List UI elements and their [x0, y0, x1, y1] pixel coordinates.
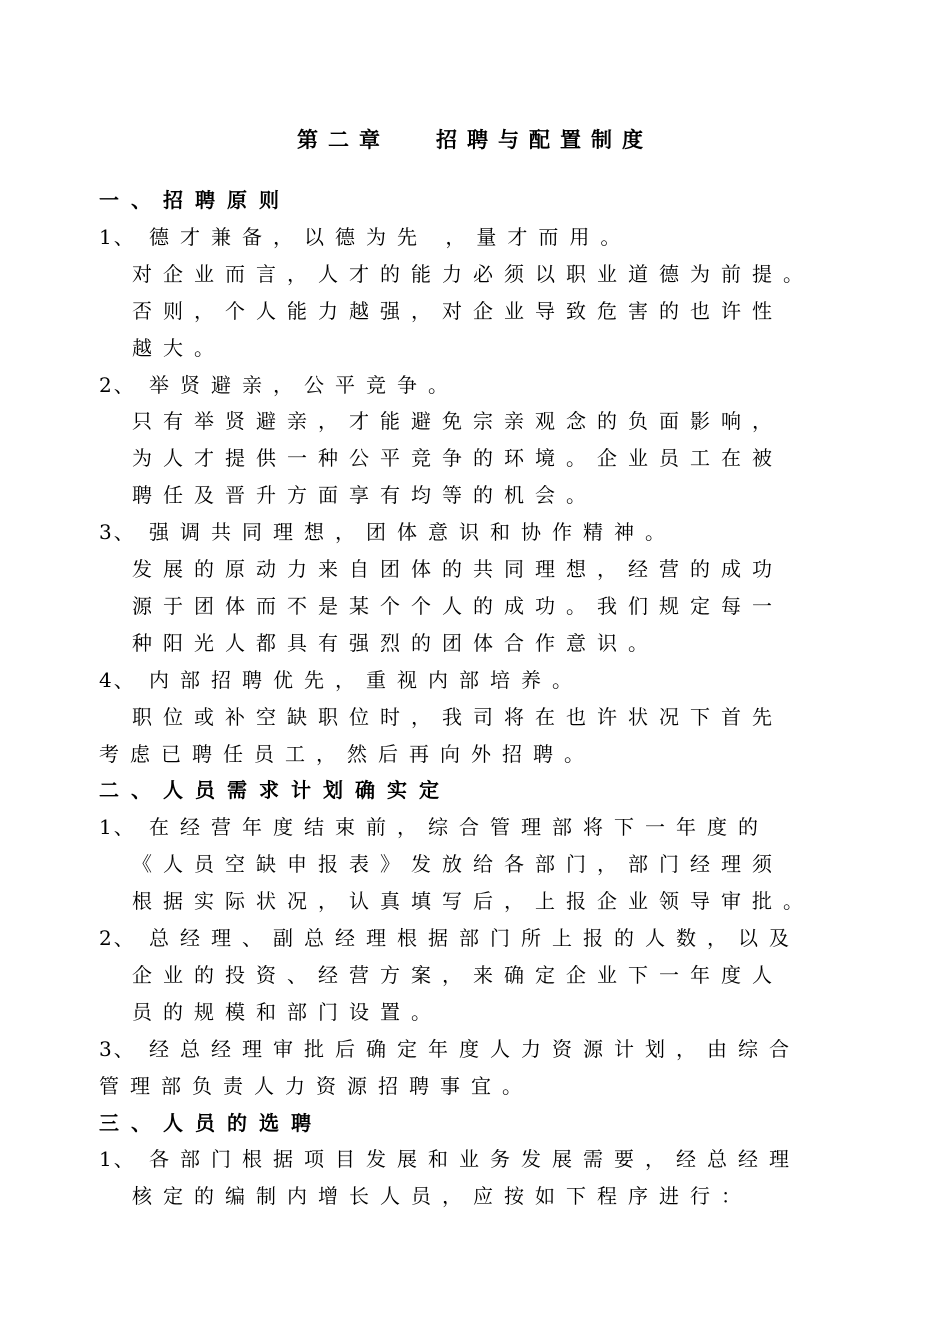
chapter-title — [0, 124, 950, 154]
item-text: 德才兼备，以德为先 ，量才而用。 — [149, 224, 632, 249]
section-heading — [99, 188, 291, 212]
paragraph-text: 为人才提供一种公平竞争的环境。企业员工在被 — [132, 446, 783, 471]
paragraph-text: 管理部负责人力资源招聘事宜。 — [99, 1073, 533, 1098]
item-text: 内部招聘优先，重视内部培养。 — [149, 667, 583, 692]
paragraph-line — [132, 852, 783, 876]
section-heading — [99, 1111, 323, 1135]
numbered-item — [99, 1147, 800, 1171]
paragraph-text: 发展的原动力来自团体的共同理想，经营的成功 — [132, 557, 783, 581]
numbered-item — [99, 373, 459, 397]
paragraph-line — [132, 594, 783, 618]
section-heading-text: 三、人员的选聘 — [99, 1110, 323, 1135]
chapter-name: 招聘与配置制度 — [436, 127, 653, 152]
item-number: 1、 — [99, 224, 136, 249]
item-text: 在经营年度结束前，综合管理部将下一年度的 — [149, 815, 769, 840]
item-number: 2、 — [99, 926, 136, 950]
section-heading-text: 二、人员需求计划确实定 — [99, 778, 451, 803]
numbered-item — [99, 815, 769, 839]
paragraph-line — [132, 446, 783, 470]
paragraph-line — [99, 742, 595, 766]
section-heading — [99, 778, 451, 802]
item-text: 总经理、副总经理根据部门所上报的人数，以及 — [149, 926, 800, 950]
item-number: 1、 — [99, 815, 136, 840]
paragraph-text: 员的规模和部门设置。 — [132, 999, 442, 1024]
paragraph-line — [132, 336, 225, 360]
paragraph-text: 核定的编制内增长人员，应按如下程序进行： — [132, 1184, 752, 1209]
numbered-item — [99, 520, 676, 544]
item-text: 强调共同理想，团体意识和协作精神。 — [149, 520, 676, 545]
paragraph-line — [132, 705, 783, 729]
paragraph-text: 根据实际状况，认真填写后，上报企业领导审批。 — [132, 889, 814, 914]
paragraph-line — [132, 409, 783, 433]
paragraph-text: 企业的投资、经营方案，来确定企业下一年度人 — [132, 962, 783, 987]
paragraph-line — [132, 631, 659, 655]
paragraph-line — [132, 1184, 752, 1208]
paragraph-text: 越大。 — [132, 335, 225, 360]
paragraph-text: 职位或补空缺职位时，我司将在也许状况下首先 — [132, 704, 783, 729]
paragraph-line — [132, 1000, 442, 1024]
paragraph-line — [99, 1074, 533, 1098]
paragraph-line — [132, 262, 814, 286]
paragraph-text: 种阳光人都具有强烈的团体合作意识。 — [132, 630, 659, 655]
paragraph-text: 只有举贤避亲，才能避免宗亲观念的负面影响， — [132, 409, 783, 434]
numbered-item — [99, 1037, 800, 1061]
paragraph-text: 《人员空缺申报表》发放给各部门，部门经理须 — [132, 852, 783, 877]
item-number: 3、 — [99, 520, 136, 545]
paragraph-line — [132, 483, 597, 507]
chapter-number: 第二章 — [297, 127, 390, 152]
paragraph-line — [132, 299, 783, 323]
paragraph-text: 源于团体而不是某个个人的成功。我们规定每一 — [132, 593, 783, 618]
numbered-item — [99, 926, 800, 950]
item-number: 1、 — [99, 1147, 136, 1172]
numbered-item — [99, 225, 631, 249]
paragraph-line — [132, 963, 783, 987]
paragraph-text: 对企业而言，人才的能力必须以职业道德为前提。 — [132, 261, 814, 286]
item-text: 举贤避亲，公平竞争。 — [149, 372, 459, 397]
item-text: 各部门根据项目发展和业务发展需要，经总经理 — [149, 1147, 800, 1172]
item-number: 3、 — [99, 1036, 136, 1061]
paragraph-text: 考虑已聘任员工，然后再向外招聘。 — [99, 741, 595, 766]
paragraph-line — [132, 889, 814, 913]
section-heading-text: 一、招聘原则 — [99, 188, 291, 212]
item-number: 2、 — [99, 372, 136, 397]
paragraph-line — [132, 557, 783, 581]
item-text: 经总经理审批后确定年度人力资源计划，由综合 — [149, 1036, 800, 1061]
item-number: 4、 — [99, 667, 136, 692]
numbered-item — [99, 668, 583, 692]
paragraph-text: 聘任及晋升方面享有均等的机会。 — [132, 483, 597, 508]
paragraph-text: 否则，个人能力越强，对企业导致危害的也许性 — [132, 298, 783, 323]
